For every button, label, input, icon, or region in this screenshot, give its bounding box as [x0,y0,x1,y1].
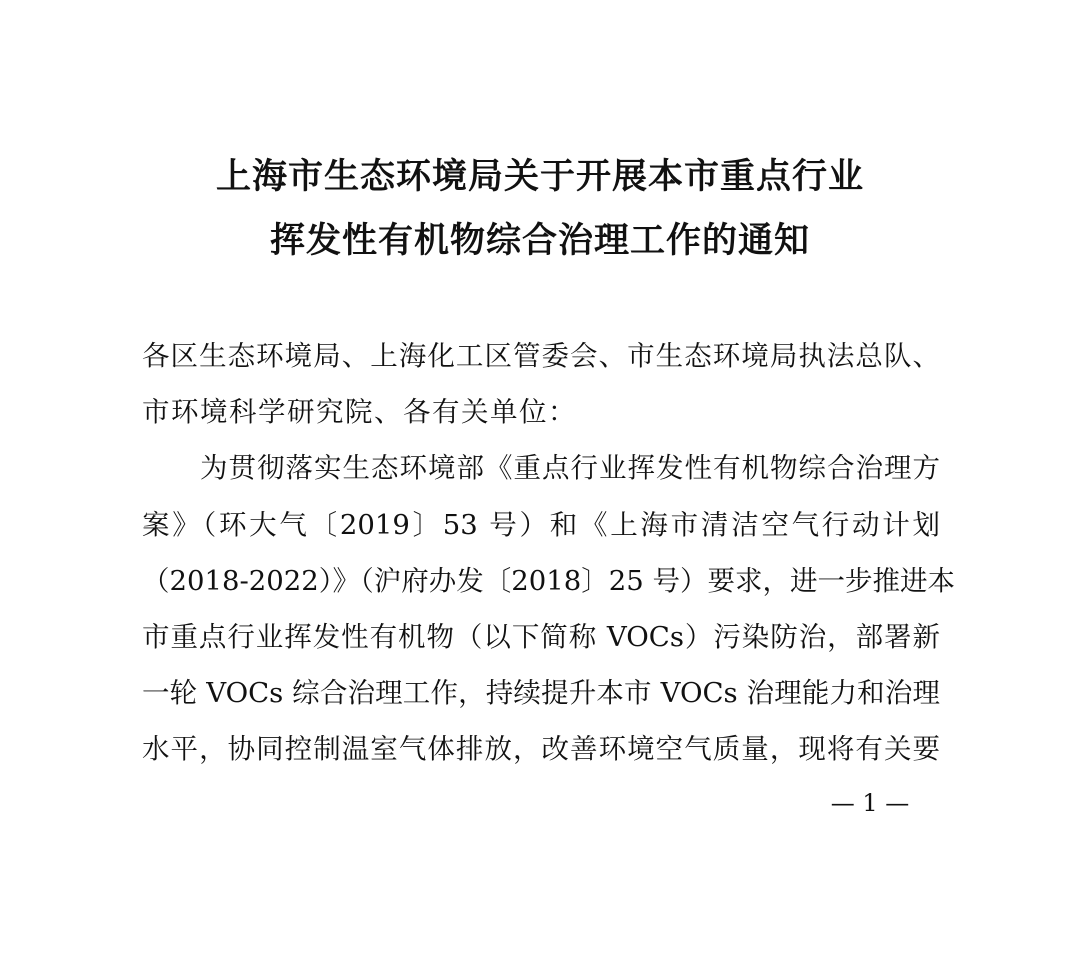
addressee-line-1: 各区生态环境局、上海化工区管委会、市生态环境局执法总队、 [142,340,940,372]
page-number: — 1 — [830,789,910,817]
addressee-line-2: 市环境科学研究院、各有关单位： [142,396,577,428]
document-title-line-2: 挥发性有机物综合治理工作的通知 [269,221,810,261]
paragraph-line-2: 案》（环大气〔2019〕53 号）和《上海市清洁空气行动计划 [142,509,940,541]
paragraph-line-4: 市重点行业挥发性有机物（以下简称 VOCs）污染防治，部署新 [142,621,940,653]
paragraph-line-1: 为贯彻落实生态环境部《重点行业挥发性有机物综合治理方 [200,452,940,484]
paragraph-line-3: （2018-2022）》（沪府办发〔2018〕25 号）要求，进一步推进本 [142,565,955,597]
paragraph-line-6: 水平，协同控制温室气体排放，改善环境空气质量，现将有关要 [142,733,940,765]
paragraph-line-5: 一轮 VOCs 综合治理工作，持续提升本市 VOCs 治理能力和治理 [142,677,940,709]
document-title-line-1: 上海市生态环境局关于开展本市重点行业 [215,157,864,197]
